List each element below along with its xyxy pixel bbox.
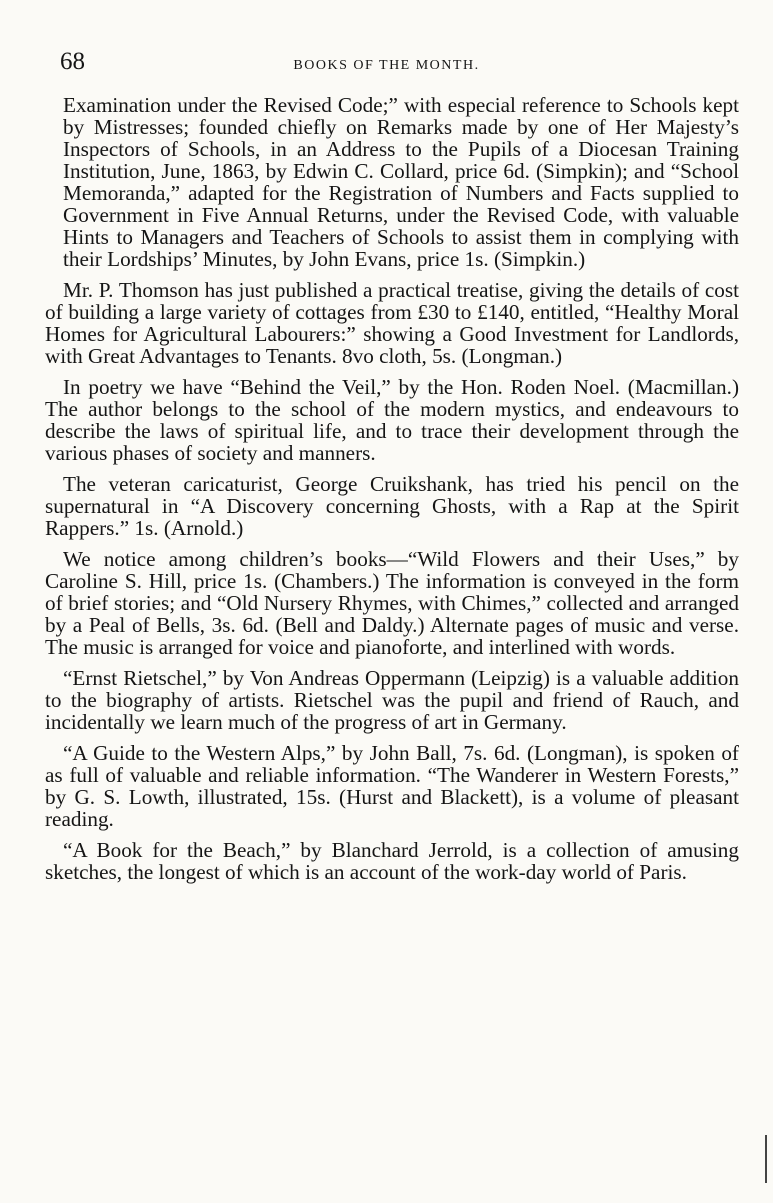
paragraph-rietschel: “Ernst Rietschel,” by Von Andreas Oppermann (Leipzig) is a valuable addition to the biography of artists. Rietschel was the pupil and friend of Rauch, and incidentally we learn much of the progress of art in Germany.: [45, 666, 739, 734]
paragraph-school-publications: Examination under the Revised Code;” with especial reference to Schools kept by Mistresses; founded chiefly on Remarks made by one of Her Majesty’s Inspectors of Schools, in an Address to the Pupils of a Diocesan Training Institution, June, 1863, by Edwin C. Collard, price 6d. (Simpkin); and “School Memoranda,” adapted for the Registration of Numbers and Facts supplied to Government in Five Annual Returns, under the Revised Code, with valuable Hints to Managers and Teachers of Schools to assist them in complying with their Lordships’ Minutes, by John Evans, price 1s. (Simpkin.): [63, 93, 739, 271]
paragraph-book-for-the-beach: “A Book for the Beach,” by Blanchard Jerrold, is a collection of amusing sketches, the longest of which is an account of the work-day world of Paris.: [45, 838, 739, 884]
running-title: BOOKS OF THE MONTH.: [293, 58, 480, 73]
margin-mark: [765, 1135, 767, 1183]
paragraph-thomson-cottages: Mr. P. Thomson has just published a practical treatise, giving the details of cost of building a large variety of cottages from £30 to £140, entitled, “Healthy Moral Homes for Agricultural Labourers:” showing a Good Investment for Landlords, with Great Advantages to Tenants. 8vo cloth, 5s. (Longman.): [45, 278, 739, 368]
paragraph-cruikshank: The veteran caricaturist, George Cruikshank, has tried his pencil on the supernatural in “A Discovery concerning Ghosts, with a Rap at the Spirit Rappers.” 1s. (Arnold.): [45, 472, 739, 540]
page-header: [0, 48, 773, 78]
page-body: [45, 94, 739, 892]
page-number: 68: [60, 48, 85, 75]
paragraph-childrens-books: We notice among children’s books—“Wild Flowers and their Uses,” by Caroline S. Hill, price 1s. (Chambers.) The information is conveyed in the form of brief stories; and “Old Nursery Rhymes, with Chimes,” collected and arranged by a Peal of Bells, 3s. 6d. (Bell and Daldy.) Alternate pages of music and verse. The music is arranged for voice and pianoforte, and interlined with words.: [45, 547, 739, 659]
paragraph-western-alps: “A Guide to the Western Alps,” by John Ball, 7s. 6d. (Longman), is spoken of as full of valuable and reliable information. “The Wanderer in Western Forests,” by G. S. Lowth, illustrated, 15s. (Hurst and Blackett), is a volume of pleasant reading.: [45, 741, 739, 831]
paragraph-poetry: In poetry we have “Behind the Veil,” by the Hon. Roden Noel. (Macmillan.) The author belongs to the school of the modern mystics, and endeavours to describe the laws of spiritual life, and to trace their development through the various phases of society and manners.: [45, 375, 739, 465]
